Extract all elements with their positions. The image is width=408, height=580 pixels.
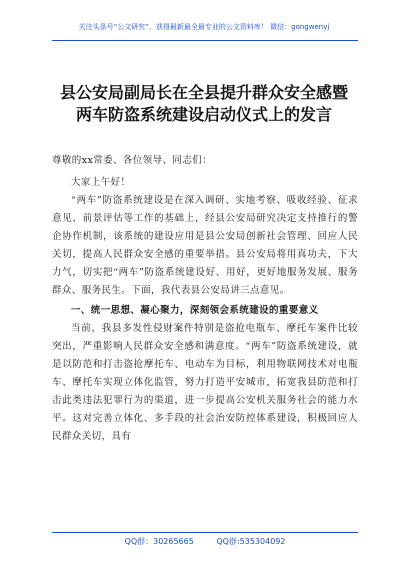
document-title [40,82,368,126]
section-heading-1: 一、统一思想、凝心聚力，深刻领会系统建设的重要意义 [71,305,319,316]
footer-divider [52,532,358,533]
footer-qq-group-1: QQ群：30265665 [124,537,194,546]
header-divider [52,40,358,41]
title-line-1: 县公安局副局长在全县提升群众安全感暨 [59,83,348,102]
footer [52,536,358,547]
greeting: 大家上午好！ [71,177,131,188]
footer-qq-group-2: QQ群:535304092 [216,537,286,546]
salutation: 尊敬的xx常委、各位领导、同志们： [52,155,213,166]
paragraph-intro: “两车”防盗系统建设是在深入调研、实地考察、吸收经验、征求意见、前景评估等工作的基础上，经县公安局研究决定支持推行的警企协作机制，该系统的建设应用是县公安局创新社会管理、回应人民关切，提高人民群众安全感的重要举措。县公安局将用真功夫，下大力气，切实把“两车”防盗系统建设好、用好，更好地服务发展、服务群众、服务民生。下面，我代表县公安局讲三点意见。 [52,195,358,296]
paragraph-section-1: 当前，我县多发性侵财案件特别是盗抢电瓶车、摩托车案件比较突出，严重影响人民群众安全感和满意度。“两车”防盗系统建设，就是以防范和打击盗抢摩托车、电动车为目标，利用物联网技术对电瓶车、摩托车实现立体化监管，努力打造平安城市，拓宽我县防范和打击此类违法犯罪行为的渠道，进一步提高公安机关服务社会的能力水平。这对完善立体化、多手段的社会治安防控体系建设，积极回应人民群众关切，具有 [52,323,358,442]
header-banner: 关注头条号“公文研究”，获得最新最全最专业的公文资料库！ 微信：gongwenyj [78,23,330,31]
document-body [52,152,358,446]
title-line-2: 两车防盗系统建设启动仪式上的发言 [75,105,332,124]
